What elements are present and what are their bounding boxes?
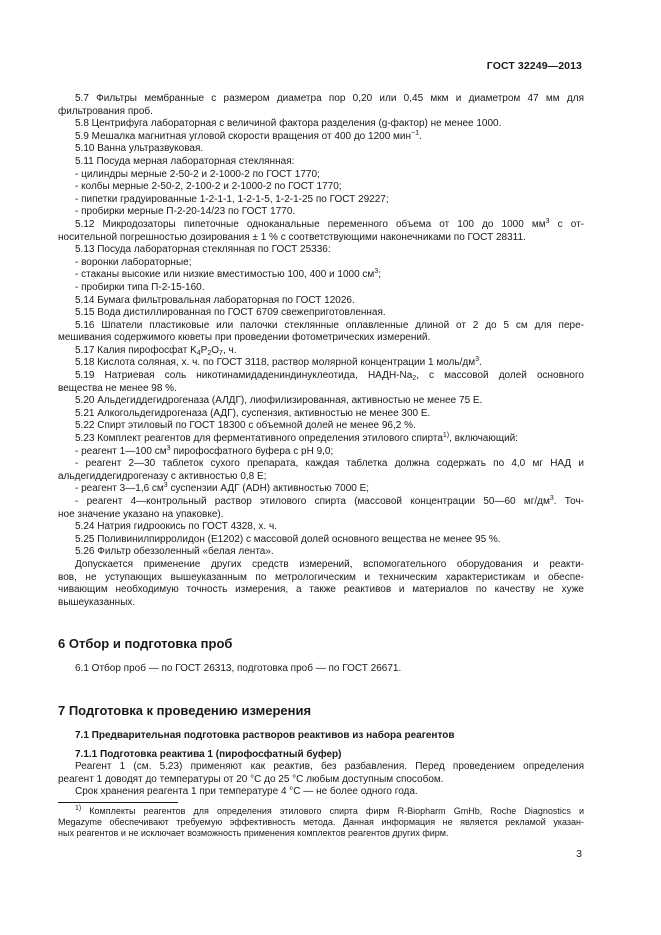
footnote-text-1: Комплекты реагентов для определения этилового спирта фирм R-Biopharm GmHb, Roche Diagnostics и [81,805,584,816]
reagent-1-text: - реагент 1—100 см [75,445,167,457]
item-5-9-end: . [419,130,422,142]
reagent-4-end: . Точ- [553,496,584,507]
reagent-1-sup: 3 [166,444,171,452]
item-5-14: 5.14 Бумага фильтровальная лабораторная по ГОСТ 12026. [75,294,355,306]
reagent-4-text: - реагент 4—контрольный раствор этилового спирта (массовой концентрации 50—60 мг/дм [75,496,550,507]
footnote-line-3: ных реагентов и не исключает возможность применения комплектов реагентов других фирм. [58,828,449,839]
section-6-text: 6.1 Отбор проб — по ГОСТ 26313, подготовка проб — по ГОСТ 26671. [75,663,402,675]
item-5-9 [58,131,584,144]
item-5-19-text: 5.19 Натриевая соль никотинамидадениндинуклеотида, НАДН-Na [75,370,413,382]
item-5-19-end: , с массовой долей основного [416,370,584,382]
subsection-7-1-title: 7.1 Предварительная подготовка растворов реактивов из набора реагентов [75,729,455,741]
item-5-21: 5.21 Алкогольдегидрогеназа (АДГ), суспензия, активностью не менее 300 Е. [75,407,431,419]
allowance-line-1: Допускается применение других средств измерений, вспомогательного оборудования и реакти- [75,558,584,570]
reagent-3-sup: 3 [163,482,168,490]
item-5-13-b-sup: 3 [374,268,379,276]
allowance-line-2: вов, не уступающих вышеуказанным по метрологическим и техническим характеристикам и обеспе- [58,571,584,583]
item-5-13-c: - пробирки типа П-2-15-160. [75,281,205,293]
item-5-23-reagent-2-cont: альдегиддегидрогеназу с активностью 0,8 Е; [58,470,267,482]
item-5-12-text: 5.12 Микродозаторы пипеточные одноканальные переменного объема от 100 до 1000 мм [75,218,546,230]
item-5-13: 5.13 Посуда лабораторная стеклянная по ГОСТ 25336: [75,244,331,256]
standard-header: ГОСТ 32249—2013 [486,60,582,72]
footnote-mark: 1) [75,804,82,812]
item-5-23-reagent-2: - реагент 2—30 таблеток сухого препарата, каждая таблетка должна содержать по 4,0 мг НАД и [75,458,584,470]
item-5-17-sub2: 2 [207,349,212,357]
item-5-23-end: , включающий: [449,433,519,445]
item-5-24: 5.24 Натрия гидроокись по ГОСТ 4328, х. ч. [75,521,277,533]
item-5-7-cont: фильтрования проб. [58,105,153,117]
item-5-17-a: 5.17 Калия пирофосфат K [75,344,197,356]
item-5-23-reagent-4-cont: ное значение указано на упаковке). [58,508,224,520]
item-5-13-b-end: ; [378,269,381,281]
item-5-13-a: - воронки лабораторные; [75,256,192,268]
reagent-4-sup: 3 [549,495,554,502]
item-5-17-sub1: 4 [196,349,201,357]
item-5-19-cont: вещества не менее 98 %. [58,382,177,394]
item-5-20: 5.20 Альдегиддегидрогеназа (АЛДГ), лиофилизированная, активностью не менее 75 Е. [75,395,483,407]
reagent-1-end: пирофосфатного буфера с рН 9,0; [170,445,334,457]
page-number: 3 [576,848,582,860]
item-5-18-end: . [478,357,482,369]
item-5-8: 5.8 Центрифуга лабораторная с величиной фактора разделения (g-фактор) не менее 1000. [75,118,502,130]
item-5-26: 5.26 Фильтр обеззоленный «белая лента». [75,546,274,558]
item-5-23-reagent-1 [58,446,584,459]
item-5-11-b: - колбы мерные 2-50-2, 2-100-2 и 2-1000-2 по ГОСТ 1770; [75,181,342,193]
item-5-22: 5.22 Спирт этиловый по ГОСТ 18300 с объемной долей не менее 96,2 %. [75,420,416,432]
allowance-line-4: вышеуказанных. [58,596,136,608]
item-5-9-text: 5.9 Мешалка магнитная угловой скорости вращения от 400 до 1200 мин [75,130,412,142]
item-5-17 [58,345,584,358]
item-5-12-cont: носительной погрешностью дозирования ± 1 % с соответствующими наконечниками по ГОСТ 28311. [58,231,526,243]
item-5-23-reagent-4 [58,496,584,509]
item-5-23 [58,433,584,446]
item-5-19-sub: 2 [412,375,417,383]
item-5-11-d: - пробирки мерные П-2-20-14/23 по ГОСТ 1770. [75,206,296,218]
item-5-11-c: - пипетки градуированные 1-2-1-1, 1-2-1-5, 1-2-1-25 по ГОСТ 29227; [75,193,389,205]
item-5-18-sup: 3 [475,356,479,364]
item-5-11: 5.11 Посуда мерная лабораторная стеклянная: [75,155,295,167]
item-5-10: 5.10 Ванна ультразвуковая. [75,143,204,155]
item-5-13-b [58,269,584,282]
item-5-16-cont: мешивания содержимого кюветы при проведении фотометрических измерений. [58,332,431,344]
item-5-12-end: с от- [549,218,584,230]
item-5-23-text: 5.23 Комплект реагентов для ферментативного определения этилового спирта [75,433,443,445]
section-7-title: 7 Подготовка к проведению измерения [58,702,312,718]
item-5-19 [58,370,584,383]
item-5-7: 5.7 Фильтры мембранные с размером диаметра пор 0,20 или 0,45 мкм и диаметром 47 мм для [75,93,584,104]
item-5-17-c: O [211,344,220,356]
item-5-17-sub3: 7 [219,349,223,357]
item-5-23-reagent-3 [58,483,584,496]
section-7-para-1: Реагент 1 (см. 5.23) применяют как реактив, без разбавления. Перед проведением определения [75,761,584,773]
item-5-9-sup: −1 [411,129,420,137]
section-7-para-1-cont: реагент 1 доводят до температуры от 20 °С до 25 °С любым доступным способом. [58,773,444,785]
footnote-line-1 [58,806,584,817]
item-5-15: 5.15 Вода дистиллированная по ГОСТ 6709 свежеприготовленная. [75,307,386,319]
item-5-25: 5.25 Поливинилпирролидон (Е1202) с массовой долей основного вещества не менее 95 %. [75,533,501,545]
item-5-12-sup: 3 [545,217,550,225]
footnote-line-2: Megazyme обеспечивают требуемую эффективность метода. Данная информация не является рекламой указан- [58,817,584,828]
item-5-11-a: - цилиндры мерные 2-50-2 и 2-1000-2 по ГОСТ 1770; [75,168,320,180]
subsection-7-1-1-title: 7.1.1 Подготовка реактива 1 (пирофосфатный буфер) [75,748,342,760]
item-5-12 [58,219,584,232]
item-5-18-text: 5.18 Кислота соляная, х. ч. по ГОСТ 3118, раствор молярной концентрации 1 моль/дм [75,357,476,369]
item-5-18 [58,357,584,370]
section-7-para-2: Срок хранения реагента 1 при температуре 4 °С — не более одного года. [75,786,418,798]
item-5-23-footnote-ref: 1) [442,432,450,440]
reagent-3-end: суспензии АДГ (ADH) активностью 7000 Е; [167,483,370,495]
item-5-17-b: P [200,344,208,356]
reagent-3-text: - реагент 3—1,6 см [75,483,164,495]
item-5-17-d: , ч. [222,344,237,356]
section-6-title: 6 Отбор и подготовка проб [58,636,233,652]
document-body [58,93,584,840]
footnote-separator [58,802,178,803]
allowance-line-3: чивающим необходимую точность измерения, а также реактивов и материалов по качеству не хуже [58,584,584,596]
item-5-13-b-text: - стаканы высокие или низкие вместимостью 100, 400 и 1000 см [75,269,375,281]
item-5-16: 5.16 Шпатели пластиковые или палочки стеклянные оплавленные длиной от 2 до 5 см для пере- [75,319,584,331]
